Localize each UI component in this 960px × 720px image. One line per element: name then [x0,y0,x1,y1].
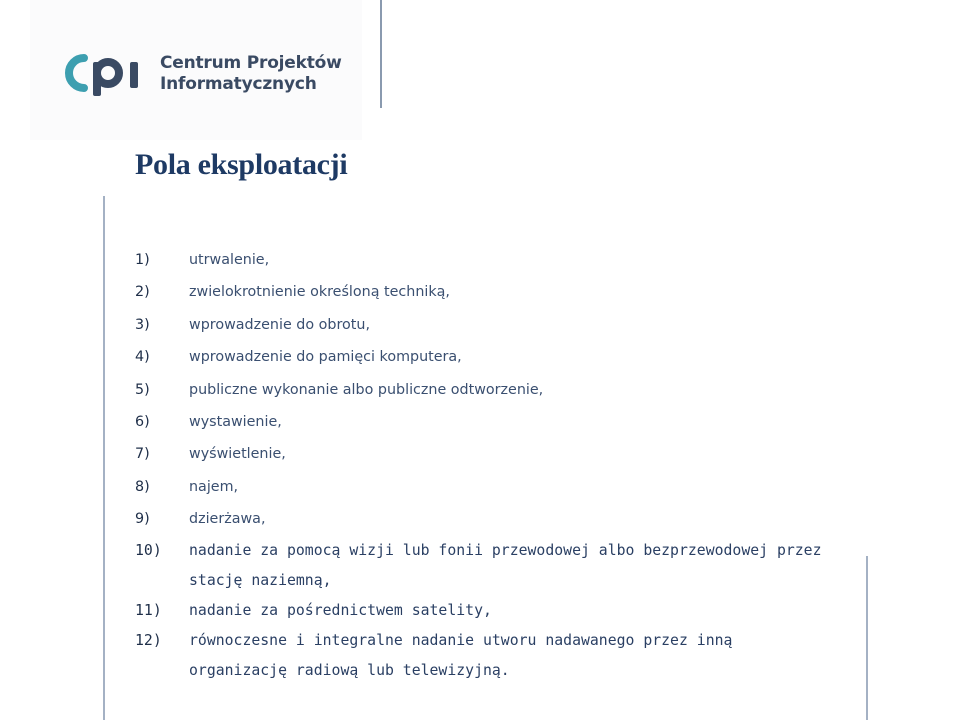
list-item [135,281,855,303]
item-text: publiczne wykonanie albo publiczne odtworzenie, [189,381,544,398]
logo-line-2: Informatycznych [160,74,317,94]
list-item [135,596,855,626]
logo-wordmark [160,53,342,95]
item-number: 12) [135,632,162,650]
item-text: nadanie za pośrednictwem satelity, [189,602,492,620]
item-number: 7) [135,446,150,463]
list-item [135,476,855,498]
item-number: 2) [135,284,150,301]
item-text: wystawienie, [189,413,282,430]
item-text: równoczesne i integralne nadanie utworu nadawanego przez inną organizację radiową lub telewizyjną. [189,632,733,680]
item-text: utrwalenie, [189,252,270,268]
divider-top [380,0,382,108]
list-item [135,314,855,336]
cpi-logo-icon [64,52,156,98]
item-number: 6) [135,413,150,430]
logo-line-1: Centrum Projektów [160,53,342,73]
list-item [135,626,855,686]
item-number: 3) [135,316,150,333]
list-item [135,346,855,368]
item-text: nadanie za pomocą wizji lub fonii przewodowej albo bezprzewodowej przez stację naziemną, [189,542,822,590]
item-text: wyświetlenie, [189,446,286,463]
item-number: 11) [135,602,162,620]
page-title: Pola eksploatacji [135,148,348,181]
item-number: 4) [135,349,150,366]
item-number: 1) [135,252,150,268]
divider-left [103,196,105,720]
item-text: zwielokrotnienie określoną techniką, [189,284,450,301]
item-text: wprowadzenie do obrotu, [189,316,370,333]
list-item [135,536,855,596]
item-number: 5) [135,381,150,398]
exploitation-fields-list [135,249,855,686]
item-number: 8) [135,478,150,495]
list-item [135,379,855,401]
list-item [135,508,855,530]
item-text: wprowadzenie do pamięci komputera, [189,349,462,366]
list-item [135,411,855,433]
list-item [135,249,855,271]
item-text: dzierżawa, [189,511,266,528]
divider-right [866,556,868,720]
item-text: najem, [189,478,239,495]
item-number: 10) [135,542,162,560]
item-number: 9) [135,511,150,528]
list-item [135,443,855,465]
